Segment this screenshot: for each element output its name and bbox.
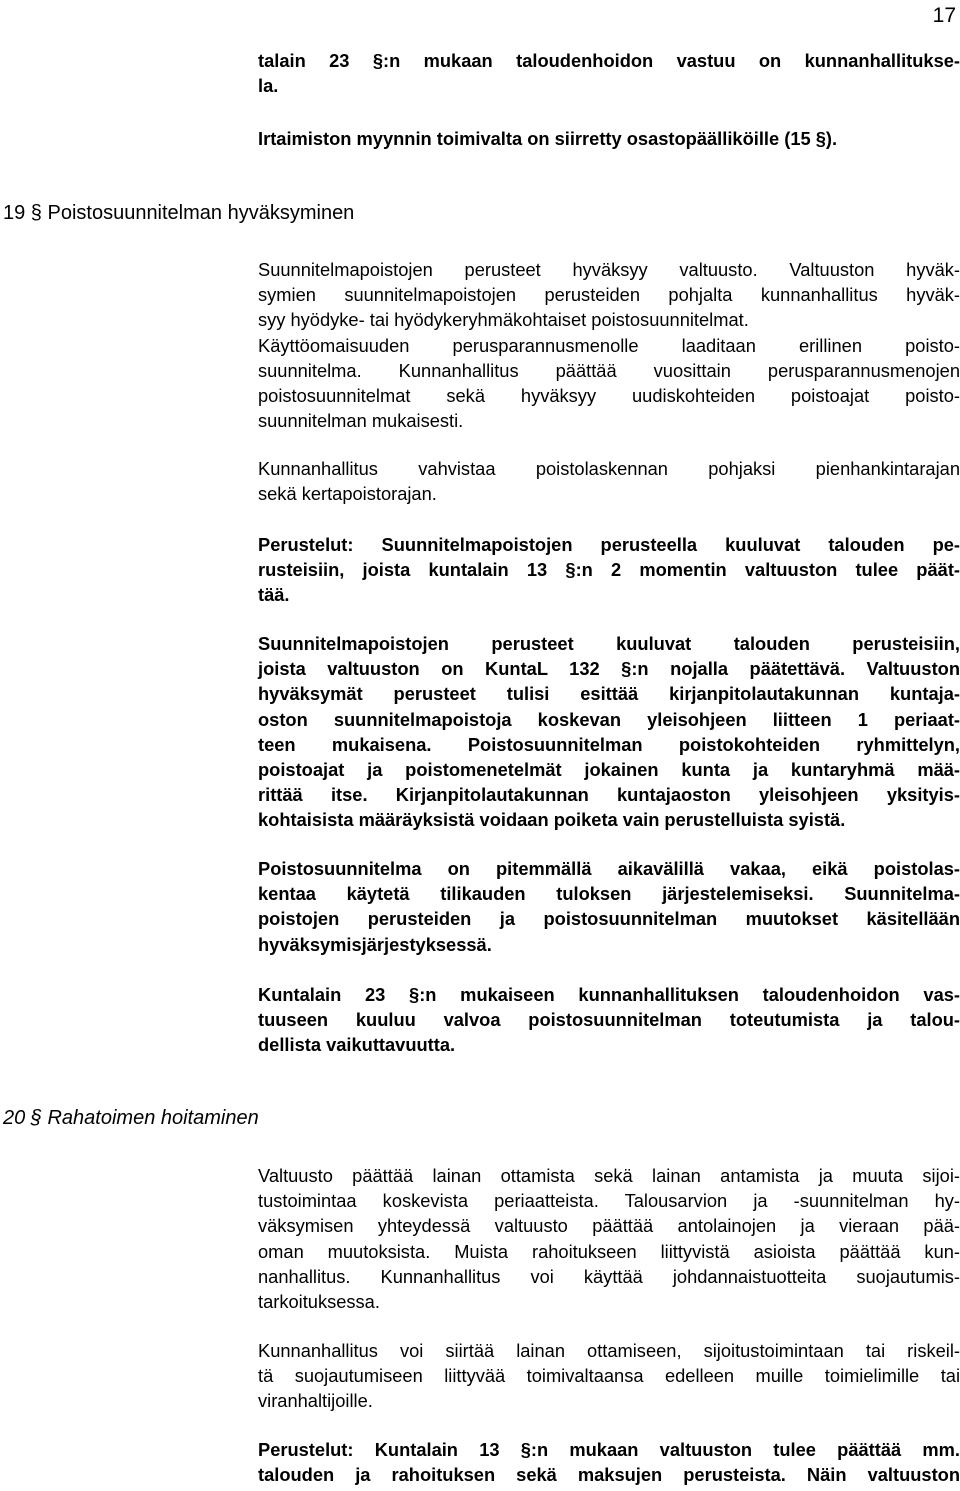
text-line: Kunnanhallitus voi siirtää lainan ottamiseen, sijoitustoimintaan tai riskeil-: [258, 1340, 960, 1361]
text-line: tää.: [258, 584, 290, 606]
text-line: kentaa käytetä tilikauden tuloksen järjestelemiseksi. Suunnitelma-: [258, 883, 960, 905]
text-line: tuuseen kuuluu valvoa poistosuunnitelman toteutumista ja talou-: [258, 1009, 960, 1031]
text-line: Suunnitelmapoistojen perusteet kuuluvat talouden perusteisiin,: [258, 633, 960, 654]
text-line: rusteisiin, joista kuntalain 13 §:n 2 momentin valtuuston tulee päät-: [258, 559, 960, 581]
text-line: syy hyödyke- tai hyödykeryhmäkohtaiset poistosuunnitelmat.: [258, 309, 749, 331]
text-line: Suunnitelmapoistojen perusteet hyväksyy valtuusto. Valtuuston hyväk-: [258, 259, 960, 280]
section-19-paragraph-1: [258, 257, 960, 433]
intro-bold-paragraph: [258, 48, 960, 98]
text-line: tustoimintaa koskevista periaatteista. Talousarvion ja -suunnitelman hy-: [258, 1190, 960, 1212]
text-line: suunnitelman mukaisesti.: [258, 410, 464, 432]
text-line: tä suojautumiseen liittyvää toimivaltaansa edelleen muille toimielimille tai: [258, 1365, 960, 1387]
text-line: teen mukaisena. Poistosuunnitelman poistokohteiden ryhmittelyn,: [258, 733, 960, 755]
section-20-justification: [258, 1437, 960, 1487]
section-19-justification-4: [258, 982, 960, 1058]
section-20-paragraph-1: [258, 1163, 960, 1314]
text-line: Perustelut: Suunnitelmapoistojen perusteella kuuluvat talouden pe-: [258, 534, 960, 555]
section-19-heading: 19 § Poistosuunnitelman hyväksyminen: [3, 202, 355, 224]
text-line: Kunnanhallitus vahvistaa poistolaskennan pohjaksi pienhankintarajan: [258, 458, 960, 479]
text-line: poistoajat ja poistomenetelmät jokainen kunta ja kuntaryhmä mää-: [258, 759, 960, 781]
text-line: rittää itse. Kirjanpitolautakunnan kuntajaoston yleisohjeen yksityis-: [258, 784, 960, 806]
text-line: Kuntalain 23 §:n mukaiseen kunnanhallituksen taloudenhoidon vas-: [258, 984, 960, 1005]
text-line: joista valtuuston on KuntaL 132 §:n nojalla päätettävä. Valtuuston: [258, 658, 960, 680]
text-line: Valtuusto päättää lainan ottamista sekä lainan antamista ja muuta sijoi-: [258, 1165, 960, 1186]
section-19-justification-3: [258, 856, 960, 957]
section-19-justification-1: [258, 532, 960, 608]
text-line: la.: [258, 75, 279, 97]
text-line: viranhaltijoille.: [258, 1390, 373, 1412]
section-19-paragraph-2: [258, 456, 960, 506]
text-line: talouden ja rahoituksen sekä maksujen perusteista. Näin valtuuston: [258, 1464, 960, 1486]
text-line: nanhallitus. Kunnanhallitus voi käyttää johdannaistuotteita suojautumis-: [258, 1265, 960, 1287]
text-line: oston suunnitelmapoistoja koskevan yleisohjeen liitteen 1 periaat-: [258, 708, 960, 730]
text-line: symien suunnitelmapoistojen perusteiden pohjalta kunnanhallitus hyväk-: [258, 284, 960, 306]
text-line: kohtaisista määräyksistä voidaan poiketa vain perustelluista syistä.: [258, 809, 846, 831]
text-line: Irtaimiston myynnin toimivalta on siirretty osastopäälliköille (15 §).: [258, 128, 838, 149]
section-20-paragraph-2: [258, 1338, 960, 1414]
text-line: hyväksymät perusteet tulisi esittää kirjanpitolautakunnan kuntaja-: [258, 683, 960, 705]
text-line: dellista vaikuttavuutta.: [258, 1034, 456, 1056]
text-line: Käyttöomaisuuden perusparannusmenolle laaditaan erillinen poisto-: [258, 334, 960, 356]
text-line: poistosuunnitelmat sekä hyväksyy uudiskohteiden poistoajat poisto-: [258, 385, 960, 407]
text-line: tarkoituksessa.: [258, 1291, 380, 1313]
text-line: väksymisen yhteydessä valtuusto päättää antolainojen ja vieraan pää-: [258, 1215, 960, 1237]
text-line: Poistosuunnitelma on pitemmällä aikavälillä vakaa, eikä poistolas-: [258, 858, 960, 879]
intro-delegation-paragraph: [258, 126, 960, 151]
text-line: suunnitelma. Kunnanhallitus päättää vuosittain perusparannusmenojen: [258, 359, 960, 381]
text-line: poistojen perusteiden ja poistosuunnitelman muutokset käsitellään: [258, 908, 960, 930]
section-20-heading: 20 § Rahatoimen hoitaminen: [3, 1107, 259, 1129]
section-19-justification-2: [258, 631, 960, 833]
text-line: sekä kertapoistorajan.: [258, 483, 437, 505]
text-line: Perustelut: Kuntalain 13 §:n mukaan valtuuston tulee päättää mm.: [258, 1439, 960, 1460]
page-number: 17: [932, 4, 956, 27]
text-line: hyväksymisjärjestyksessä.: [258, 933, 492, 955]
text-line: oman muutoksista. Muista rahoitukseen liittyvistä asioista päättää kun-: [258, 1240, 960, 1262]
text-line: talain 23 §:n mukaan taloudenhoidon vastuu on kunnanhallitukse-: [258, 50, 960, 71]
